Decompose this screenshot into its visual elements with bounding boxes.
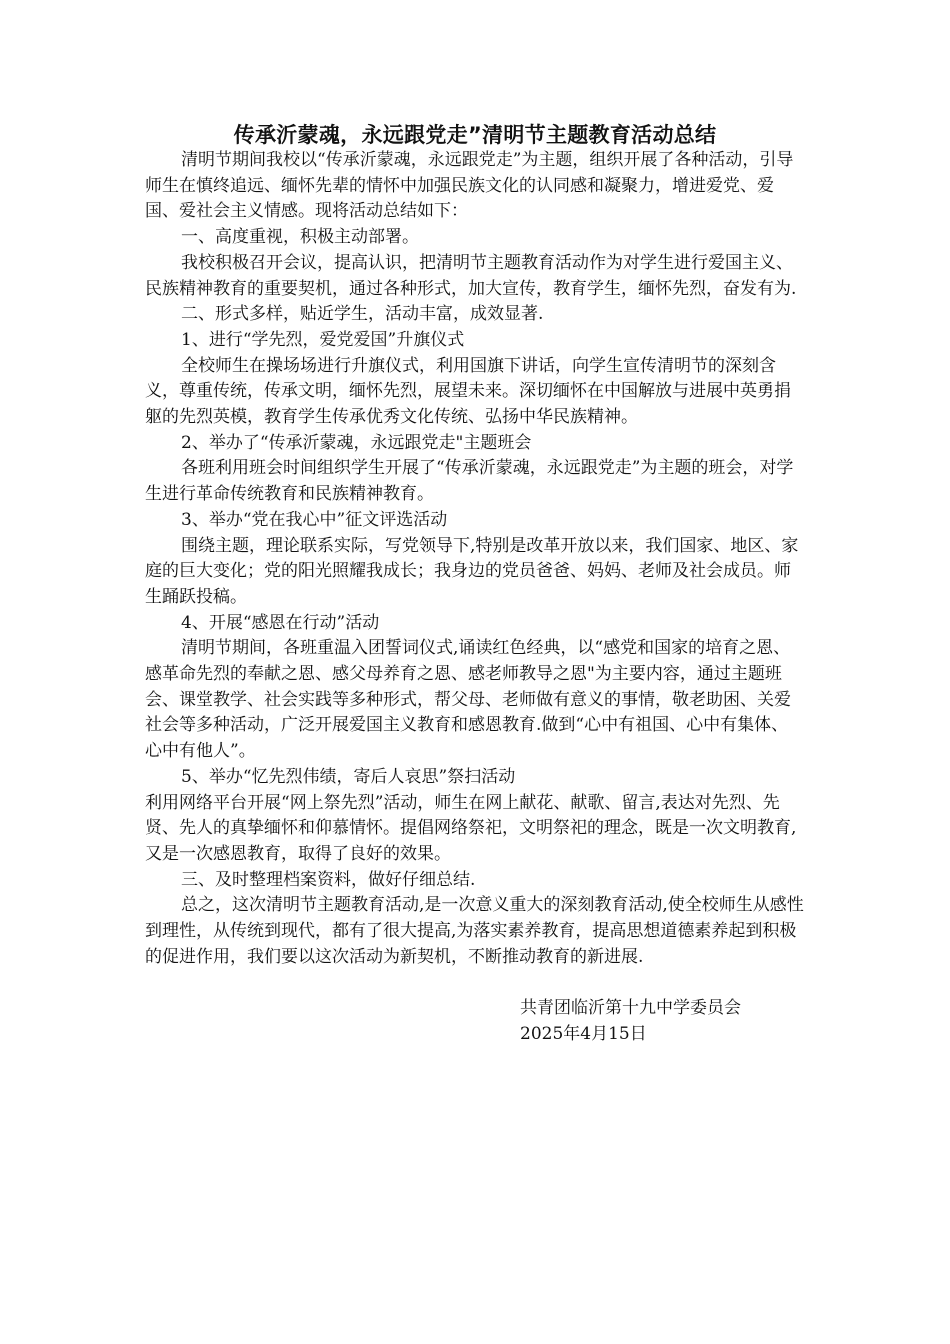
activity-3-paragraph: 围绕主题，理论联系实际，写党领导下,特别是改革开放以来，我们国家、地区、家庭的巨大变化；党的阳光照耀我成长；我身边的党员爸爸、妈妈、老师及社会成员。师生踊跃投稿。 [145,535,799,607]
activity-heading-5: 5、举办“忆先烈伟绩，寄后人哀思”祭扫活动 [181,766,516,787]
section-heading-3: 三、及时整理档案资料，做好仔细总结. [181,869,476,890]
activity-1-paragraph: 全校师生在操场场进行升旗仪式，利用国旗下讲话，向学生宣传清明节的深刻含义，尊重传统，传承文明，缅怀先烈，展望未来。深切缅怀在中国解放与进展中英勇捐躯的先烈英模，教育学生传承优秀文化传统、弘扬中华民族精神。 [145,355,791,428]
activity-heading-1: 1、进行“学先烈，爱党爱国”升旗仪式 [181,329,465,350]
signature-organization: 共青团临沂第十九中学委员会 [520,998,741,1018]
activity-heading-4: 4、开展“感恩在行动”活动 [181,612,380,633]
signature-block [520,996,741,1047]
activity-2-paragraph: 各班利用班会时间组织学生开展了“传承沂蒙魂，永远跟党走”为主题的班会，对学生进行革命传统教育和民族精神教育。 [145,458,794,505]
conclusion-paragraph: 总之，这次清明节主题教育活动,是一次意义重大的深刻教育活动,使全校师生从感性到理性，从传统到现代，都有了很大提高,为落实素养教育，提高思想道德素养起到积极的促进作用，我们要以这次活动为新契机，不断推动教育的新进展. [145,895,804,967]
intro-paragraph: 清明节期间我校以“传承沂蒙魂，永远跟党走”为主题，组织开展了各种活动，引导师生在慎终追远、缅怀先辈的情怀中加强民族文化的认同感和凝聚力，增进爱党、爱国、爱社会主义情感。现将活动总结如下： [145,150,794,222]
section-heading-2: 二、形式多样，贴近学生，活动丰富，成效显著. [181,304,544,325]
activity-heading-2: 2、举办了“传承沂蒙魂，永远跟党走"主题班会 [181,432,532,453]
activity-5-paragraph: 利用网络平台开展“网上祭先烈”活动，师生在网上献花、献歌、留言,表达对先烈、先贤、先人的真挚缅怀和仰慕情怀。提倡网络祭祀，文明祭祀的理念，既是一次文明教育,又是一次感恩教育，取得了良好的效果。 [145,792,797,864]
signature-date: 2025年4月15日 [520,1023,647,1044]
document-body [145,148,805,971]
document-title: 传承沂蒙魂，永远跟党走”清明节主题教育活动总结 [233,123,717,147]
activity-4-paragraph: 清明节期间，各班重温入团誓词仪式,诵读红色经典，以“感党和国家的培育之恩、感革命先烈的奉献之恩、感父母养育之恩、感老师教导之恩"为主要内容，通过主题班会、课堂教学、社会实践等多种形式，帮父母、老师做有意义的事情，敬老助困、关爱社会等多种活动，广泛开展爱国主义教育和感恩教育.做到“心中有祖国、心中有集体、心中有他人”。 [145,638,791,762]
activity-heading-3: 3、举办“党在我心中”征文评选活动 [181,509,448,530]
section-1-paragraph: 我校积极召开会议，提高认识，把清明节主题教育活动作为对学生进行爱国主义、民族精神教育的重要契机，通过各种形式，加大宣传，教育学生，缅怀先烈，奋发有为. [145,252,797,299]
section-heading-1: 一、高度重视，积极主动部署。 [181,227,419,248]
